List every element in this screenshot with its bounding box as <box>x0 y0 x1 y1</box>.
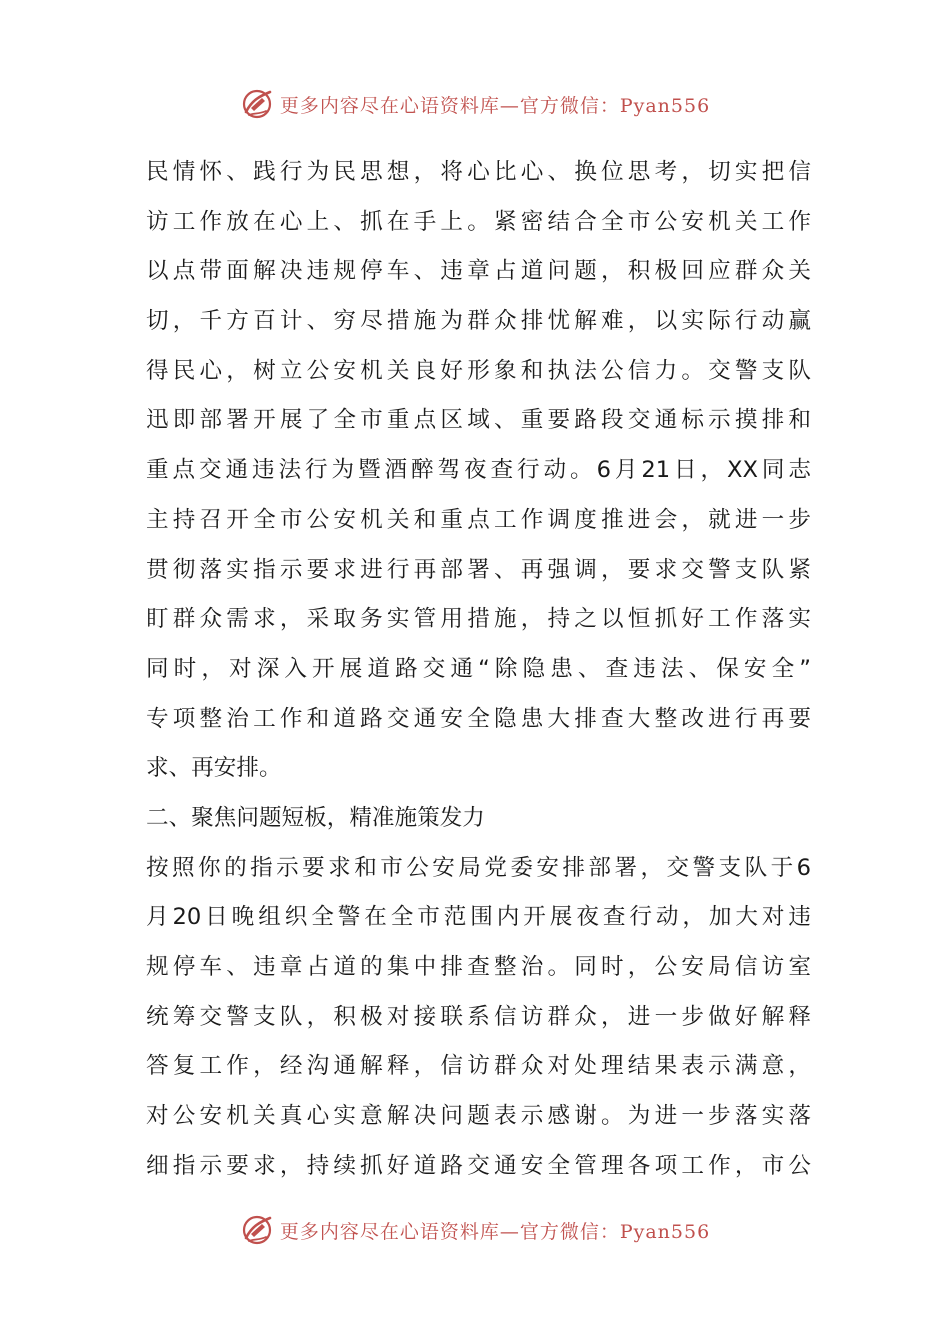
text-line: 规停车、违章占道的集中排查整治。同时，公安局信访室 <box>146 954 811 980</box>
text-line: 贯彻落实指示要求进行再部署、再强调，要求交警支队紧 <box>146 556 811 583</box>
text-line: 细指示要求，持续抓好道路交通安全管理各项工作，市公 <box>146 1152 811 1179</box>
watermark-footer <box>0 1208 950 1252</box>
watermark-text: 更多内容尽在心语资料库—官方微信：Pyan556 <box>279 1220 711 1243</box>
text-line: 统筹交警支队，积极对接联系信访群众，进一步做好解释 <box>146 1003 811 1030</box>
text-line: 访工作放在心上、抓在手上。紧密结合全市公安机关工作 <box>146 208 811 235</box>
text-line: 切，千方百计、穷尽措施为群众排忧解难，以实际行动赢 <box>146 308 811 335</box>
text-line: 按照你的指示要求和市公安局党委安排部署，交警支队于6 <box>146 854 811 881</box>
pen-signature-icon <box>240 1212 276 1248</box>
text-line: 答复工作，经沟通解释，信访群众对处理结果表示满意， <box>146 1053 811 1080</box>
text-line: 月20日晚组织全警在全市范围内开展夜查行动，加大对违 <box>146 904 811 931</box>
text-line: 民情怀、践行为民思想，将心比心、换位思考，切实把信 <box>146 159 811 185</box>
text-line: 得民心，树立公安机关良好形象和执法公信力。交警支队 <box>146 357 811 384</box>
section-heading: 二、聚焦问题短板，精准施策发力 <box>146 804 485 831</box>
text-line: 重点交通违法行为暨酒醉驾夜查行动。6月21日，XX同志 <box>146 457 811 484</box>
text-line: 盯群众需求，采取务实管用措施，持之以恒抓好工作落实 <box>146 606 811 633</box>
text-line: 以点带面解决违规停车、违章占道问题，积极回应群众关 <box>146 258 811 285</box>
pen-signature-icon <box>240 86 276 122</box>
text-line: 对公安机关真心实意解决问题表示感谢。为进一步落实落 <box>146 1103 811 1130</box>
document-body <box>146 148 811 1191</box>
text-line: 主持召开全市公安机关和重点工作调度推进会，就进一步 <box>146 506 811 533</box>
paragraph-end-line: 求、再安排。 <box>146 755 282 782</box>
text-line: 同时，对深入开展道路交通“除隐患、查违法、保安全” <box>146 655 811 682</box>
text-line: 迅即部署开展了全市重点区域、重要路段交通标示摸排和 <box>146 407 811 434</box>
watermark-text: 更多内容尽在心语资料库—官方微信：Pyan556 <box>279 94 711 117</box>
text-line: 专项整治工作和道路交通安全隐患大排查大整改进行再要 <box>146 705 811 732</box>
watermark-header <box>0 82 950 126</box>
